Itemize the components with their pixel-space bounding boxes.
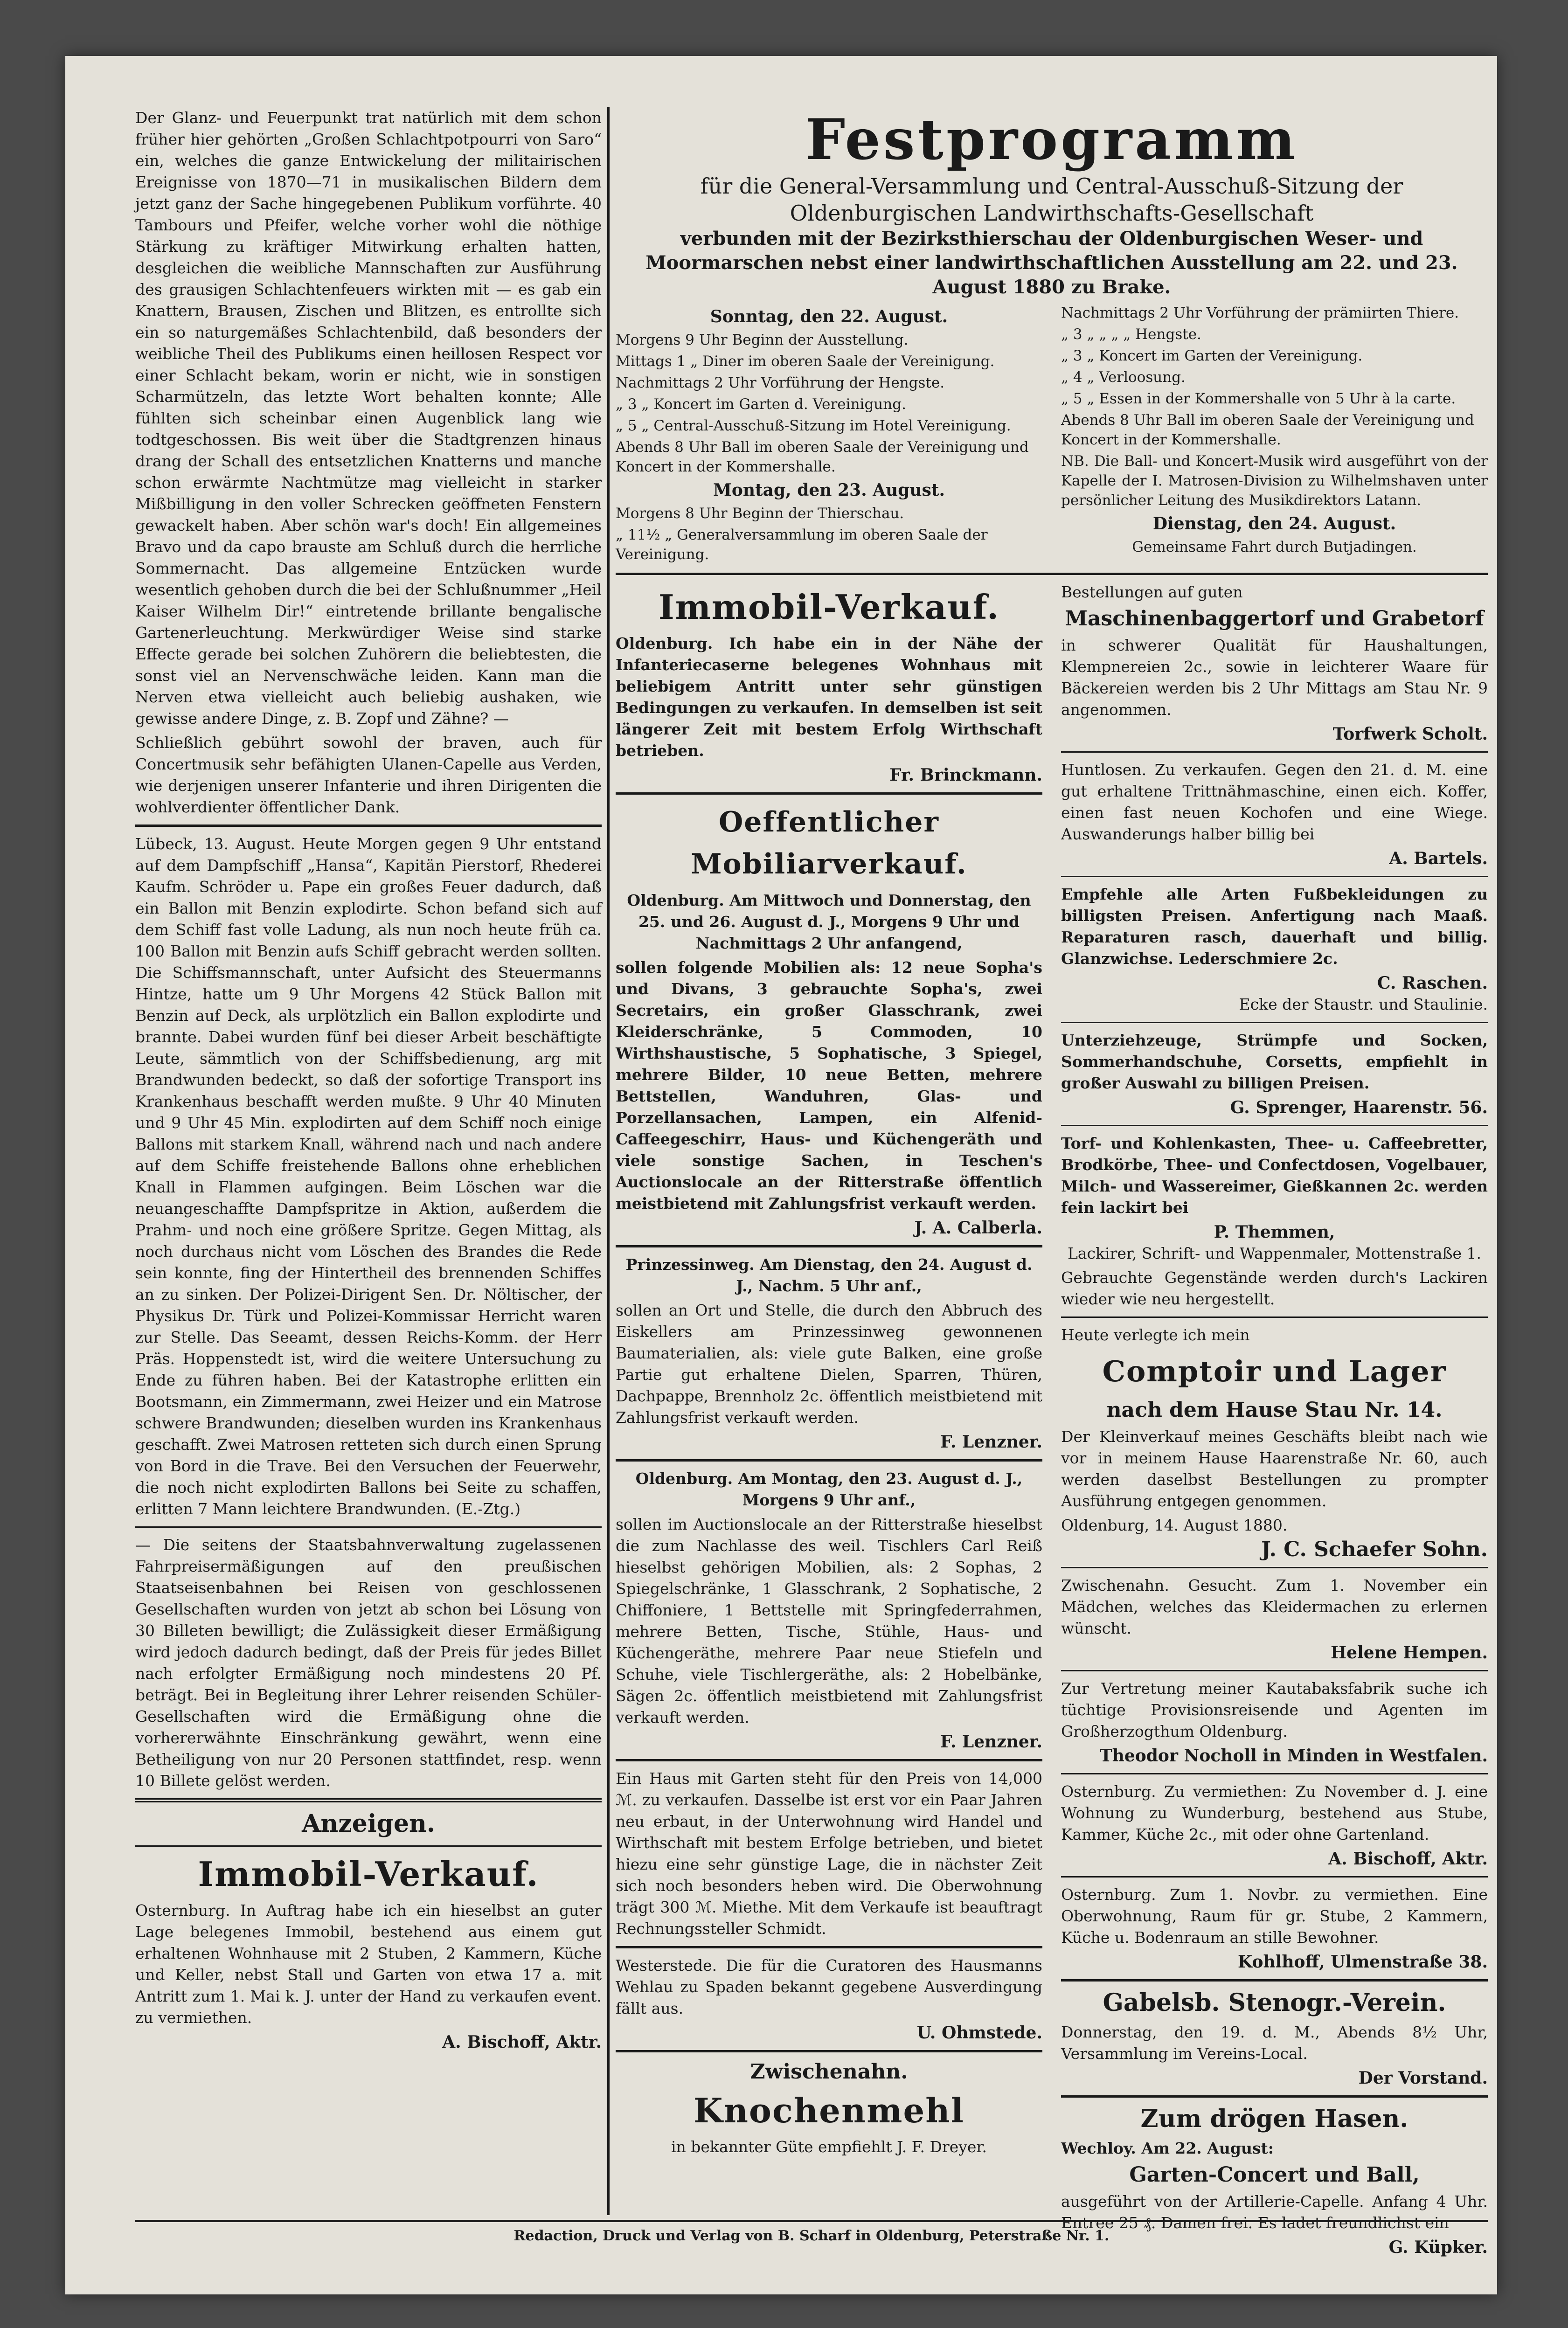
railway-notice: — Die seitens der Staatsbahnverwaltung zugelassenen Fahrpreisermäßigungen auf den preußischen Staatseisenbahnen bei Reisen von geschlossenen Gesellschaften wurden von jetzt ab schon bei Lösung von 30 Billeten bewilligt; die Zulässigkeit dieser Ermäßigung wird jedoch dadurch bedingt, daß der Preis für jedes Billet nach erfolgter Ermäßigung noch mindestens 20 Pf. beträgt. Bei in Begleitung ihrer Lehrer reisenden Schüler-Gesellschaften wird die Ermäßigung ohne die vorhererwähnte Einschränkung gewährt, wenn eine Betheiligung von nur 20 Personen stattfindet, resp. wenn 10 Billete gelöst werden. — [135, 1536, 602, 1790]
divider — [1061, 1125, 1488, 1126]
schedule-item: Morgens 8 Uhr Beginn der Thierschau. — [616, 505, 904, 522]
huntlosen-signature: A. Bartels. — [1389, 849, 1488, 868]
schedule-item: Abends 8 Uhr Ball im oberen Saale der Vereinigung und Koncert in der Kommershalle. — [616, 439, 1029, 475]
shoes-text: Empfehle alle Arten Fußbekleidungen zu billigsten Preisen. Anfertigung nach Maaß. Reparaturen rasch, dauerhaft und billig. Glanzwichse. Lederschmiere 2c. — [1061, 885, 1488, 968]
divider — [135, 1526, 602, 1528]
prinzessinweg-text: sollen an Ort und Stelle, die durch den Abbruch des Eiskellers am Prinzessinweg gewonnenen Baumaterialien, als: viele gute Balken, eine große Partie gut erhaltene Dielen, Sparren, Thüren, Dachpappe, Brennholz 2c. öffentlich meistbietend mit Zahlungsfrist verkauft werden. — [616, 1301, 1042, 1427]
divider — [1061, 1670, 1488, 1671]
left-column — [135, 107, 602, 2215]
divider — [135, 824, 602, 827]
mobiliar-signature: J. A. Calberla. — [914, 1218, 1042, 1238]
monday-list — [616, 504, 1042, 564]
schedule-item: Nachmittags 2 Uhr Vorführung der Hengste. — [616, 374, 945, 391]
comptoir-intro: Heute verlegte ich mein — [1061, 1326, 1250, 1344]
shoes-address: Ecke der Staustr. und Staulinie. — [1239, 995, 1488, 1013]
divider — [1061, 876, 1488, 877]
zwischenahn-signature: Helene Hempen. — [1331, 1643, 1488, 1663]
shoes-signature: C. Raschen. — [1377, 973, 1488, 993]
immobil-text: Osternburg. In Auftrag habe ich ein hieselbst an guter Lage belegenes Immobil, bestehend aus einem gut erhaltenen Wohnhause mit 2 Stuben, 2 Kammern, Küche und Keller, nebst Stall und Garten von etwa 17 a. mit Antritt zum 1. Mai k. J. unter der Hand zu verkaufen event. zu vermiethen. — [135, 1901, 602, 2027]
comptoir-text: Der Kleinverkauf meines Geschäfts bleibt nach wie vor in meinem Hause Haarenstraße Nr. 60, auch werden daselbst Bestellungen zu prompter Ausführung entgegen genommen. — [1061, 1427, 1488, 1510]
ads-columns — [616, 582, 1488, 2258]
prinzessinweg-date: Prinzessinweg. Am Dienstag, den 24. August d. J., Nachm. 5 Uhr anf., — [625, 1255, 1033, 1295]
divider — [1061, 1876, 1488, 1878]
sunday-list — [616, 330, 1042, 477]
torf-text: in schwerer Qualität für Haushaltungen, Klempnereien 2c., sowie in leichterer Waare für Bäckereien werden bis 2 Uhr Mittags am Stau Nr. 9 angenommen. — [1061, 636, 1488, 719]
luebeck-report: Lübeck, 13. August. Heute Morgen gegen 9 Uhr entstand auf dem Dampfschiff „Hansa“, Kapitän Pierstorf, Rhederei Kaufm. Schröder u. Pape ein großes Feuer dadurch, daß ein Ballon mit Benzin explodirte. Schon befand sich auf dem Schiff fast volle Ladung, als nun noch heute früh ca. 100 Ballon mit Benzin aufs Schiff gebracht werden sollten. Die Schiffsmannschaft, unter Aufsicht des Steuermanns Hintze, hatte um 9 Uhr Morgens 42 Stück Ballon mit Benzin auf Deck, als urplötzlich ein Ballon explodirte und brannte. Dabei wurden fünf bei dieser Arbeit beschäftigte Leute, sämmtlich von der Schiffsbedienung, arg mit Brandwunden bedeckt, so daß der sofortige Transport ins Krankenhaus beschafft werden mußte. 9 Uhr 40 Minuten und 9 Uhr 45 Min. explodirten auf dem Schiff noch einige Ballons mit starkem Knall, während nach und nach andere auf dem Schiffe freistehende Ballons ohne erheblichen Knall in Flammen aufgingen. Beim Löschen war die neuangeschaffte Dampfspritze in Aktion, außerdem die Prahm- und noch eine größere Spritze. Gegen Mittag, als noch durchaus nicht vom Löschen des Brandes die Rede sein konnte, fing der Hintertheil des brennenden Schiffes an zu sinken. Der Polizei-Dirigent Sen. Dr. Nöltischer, der Physikus Dr. Türk und Polizei-Kommissar Herricht waren zur Stelle. Das Seeamt, dessen Reichs-Komm. der Herr Präs. Hoppenstedt ist, wird die weitere Untersuchung zu Ende zu führen haben. Bei der Katastrophe erlitten ein Bootsmann, ein Zimmermann, zwei Heizer und ein Matrose schwere Brandwunden; dieselben wurden ins Krankenhaus geschafft. Zwei Matrosen retteten sich durch einen Sprung von Bord in die Trave. Bei den Versuchen der Feuerwehr, die noch nicht explodirten Ballons bei Seite zu schaffen, erlitten 7 Mann leichtere Brandwunden. (E.-Ztg.) — [135, 835, 602, 1518]
comptoir-heading: Comptoir und Lager — [1102, 1354, 1447, 1388]
schedule-left — [616, 303, 1042, 566]
divider — [616, 1759, 1042, 1761]
monday-heading: Montag, den 23. August. — [713, 480, 945, 500]
westerstede-text: Westerstede. Die für die Curatoren des Hausmanns Wehlau zu Spaden bekannt gegebene Ausverdingung fällt aus. — [616, 1956, 1042, 2017]
divider — [616, 1245, 1042, 1247]
immobil-heading: Immobil-Verkauf. — [198, 1854, 539, 1894]
comptoir-signature: J. C. Schaefer Sohn. — [1261, 1538, 1488, 1561]
osternburg2-signature: Kohlhoff, Ulmenstraße 38. — [1237, 1952, 1488, 1972]
mobiliar-date: Oldenburg. Am Mittwoch und Donnerstag, den 25. und 26. August d. J., Morgens 9 Uhr und Nachmittags 2 Uhr anfangend, — [627, 891, 1031, 952]
music-note: NB. Die Ball- und Koncert-Musik wird ausgeführt von der Kapelle der I. Matrosen-Division zu Wilhelmshaven unter persönlicher Leitung des Musikdirektors Latann. — [1061, 453, 1488, 509]
knochenmehl-heading: Knochenmehl — [694, 2091, 964, 2130]
lacquer-text: Torf- und Kohlenkasten, Thee- u. Caffeebretter, Brodkörbe, Thee- und Confectdosen, Vogelbauer, Milch- und Wassereimer, Gießkannen 2c. werden fein lackirt bei — [1061, 1134, 1488, 1217]
torf-intro: Bestellungen auf guten — [1061, 583, 1243, 601]
schedule-item: „ 3 „ Koncert im Garten der Vereinigung. — [1061, 347, 1363, 364]
schedule-item: „ 11½ „ Generalversammlung im oberen Saale der Vereinigung. — [616, 527, 988, 563]
ads-right-column — [1061, 582, 1488, 2258]
divider — [1061, 1773, 1488, 1774]
schedule-item: Morgens 9 Uhr Beginn der Ausstellung. — [616, 332, 909, 348]
divider — [616, 1946, 1042, 1948]
tuesday-text: Gemeinsame Fahrt durch Butjadingen. — [1132, 539, 1417, 555]
festprogramm-title: Festprogramm — [805, 107, 1298, 173]
immobil2-signature: Fr. Brinckmann. — [889, 765, 1042, 785]
ads-heading: Anzeigen. — [302, 1809, 435, 1838]
comptoir-address: nach dem Hause Stau Nr. 14. — [1106, 1398, 1443, 1422]
schedule-item: „ 3 „ „ „ „ Hengste. — [1061, 326, 1201, 343]
festprogramm-schedule — [616, 303, 1488, 566]
festprogramm-details: verbunden mit der Bezirksthierschau der Oldenburgischen Weser- und Moormarschen nebst einer landwirthschaftlichen Ausstellung am 22. und 23. August 1880 zu Brake. — [645, 228, 1458, 298]
divider — [616, 792, 1042, 795]
torf-heading: Maschinenbaggertorf und Grabetorf — [1065, 607, 1484, 630]
lacquer-signature: P. Themmen, — [1214, 1222, 1335, 1242]
kautabak-text: Zur Vertretung meiner Kautabaksfabrik suche ich tüchtige Provisionsreisende und Agenten im Großherzogthum Oldenburg. — [1061, 1679, 1488, 1740]
sunday-heading: Sonntag, den 22. August. — [710, 307, 948, 326]
divider — [135, 1845, 602, 1847]
clothing-signature: G. Sprenger, Haarenstr. 56. — [1230, 1098, 1488, 1117]
immobil2-text: Oldenburg. Ich habe ein in der Nähe der Infanteriecaserne belegenes Wohnhaus mit beliebigem Antritt unter sehr günstigen Bedingungen zu verkaufen. In demselben ist seit längerer Zeit mit bestem Erfolg Wirthschaft betrieben. — [616, 634, 1042, 760]
montag-signature: F. Lenzner. — [940, 1732, 1042, 1752]
newspaper-page — [65, 56, 1497, 2294]
osternburg1-text: Osternburg. Zu vermiethen: Zu November d. J. eine Wohnung zu Wunderburg, bestehend aus Stube, Kammer, Küche 2c., mit oder ohne Gartenland. — [1061, 1782, 1488, 1843]
schedule-item: „ 4 „ Verloosung. — [1061, 369, 1186, 386]
mobiliar-text: sollen folgende Mobilien als: 12 neue Sopha's und Divans, 3 gebrauchte Sopha's, zwei Secretairs, ein großer Glasschrank, zwei Kleiderschränke, 5 Commoden, 10 Wirthshaustische, 5 Sophatische, 3 Spiegel, mehrere Bilder, 10 neue Betten, mehrere Bettstellen, Wanduhren, Glas- und Porzellansachen, Lampen, ein Alfenid-Caffeegeschirr, Haus- und Küchengeräth und viele sonstige Sachen, in Teschen's Auctionslocale an der Ritterstraße öffentlich meistbietend mit Zahlungsfrist verkauft werden. — [616, 958, 1042, 1212]
steno-heading: Gabelsb. Stenogr.-Verein. — [1103, 1988, 1446, 2017]
hasen-heading: Zum drögen Hasen. — [1140, 2105, 1408, 2133]
schedule-item: Abends 8 Uhr Ball im oberen Saale der Vereinigung und Koncert in der Kommershalle. — [1061, 412, 1474, 448]
schedule-item: Mittags 1 „ Diner im oberen Saale der Vereinigung. — [616, 353, 995, 370]
divider — [1061, 751, 1488, 753]
osternburg2-text: Osternburg. Zum 1. Novbr. zu vermiethen. Eine Oberwohnung, Raum für gr. Stube, 2 Kammern, Küche u. Bodenraum an stille Bewohner. — [1061, 1885, 1488, 1947]
clothing-text: Unterziehzeuge, Strümpfe und Socken, Sommerhandschuhe, Corsetts, empfiehlt in großer Auswahl zu billigen Preisen. — [1061, 1031, 1488, 1092]
imprint-footer: Redaction, Druck und Verlag von B. Scharf in Oldenburg, Peterstraße Nr. 1. — [135, 2220, 1488, 2244]
huntlosen-text: Huntlosen. Zu verkaufen. Gegen den 21. d. M. eine gut erhaltene Trittnähmaschine, einen eich. Koffer, einen fast neuen Kochofen und eine Wiege. Auswanderungs halber billig bei — [1061, 761, 1488, 843]
divider — [616, 573, 1488, 575]
concert-closing: Schließlich gebührt sowohl der braven, auch für Concertmusik sehr befähigten Ulanen-Capelle aus Verden, wie derjenigen unserer Infanterie und ihren Dirigenten die wohlverdienter öffentlicher Dank. — [135, 734, 602, 816]
ads-middle-column — [616, 582, 1042, 2258]
immobil2-heading: Immobil-Verkauf. — [658, 587, 1000, 627]
schedule-right — [1061, 303, 1488, 566]
tuesday-heading: Dienstag, den 24. August. — [1152, 514, 1396, 534]
knochenmehl-text: in bekannter Güte empfiehlt J. F. Dreyer. — [671, 2138, 987, 2156]
schedule-item: „ 5 „ Essen in der Kommershalle von 5 Uhr à la carte. — [1061, 390, 1456, 407]
schedule-item: „ 3 „ Koncert im Garten d. Vereinigung. — [616, 396, 906, 413]
festprogramm-subtitle: für die General-Versammlung und Central-Ausschuß-Sitzung der Oldenburgischen Landwirthschafts-Gesellschaft — [700, 173, 1403, 226]
montag-text: sollen im Auctionslocale an der Ritterstraße hieselbst die zum Nachlasse des weil. Tischlers Carl Reiß hieselbst gehörigen Mobilien, als: 2 Sophas, 2 Spiegelschränke, 1 Glasschrank, 2 Sophatische, 2 Chiffoniere, 1 Bettstelle mit Springfederrahmen, mehrere Betten, Tische, Stühle, Haus- und Küchengeräthe, mehrere Paar neue Stiefeln und Schuhe, viele Tischlergeräthe, als: 2 Hobelbänke, Sägen 2c. öffentlich meistbietend mit Zahlungsfrist verkauft werden. — [616, 1515, 1042, 1726]
westerstede-signature: U. Ohmstede. — [916, 2023, 1042, 2043]
lacquer-note: Gebrauchte Gegenstände werden durch's Lackiren wieder wie neu hergestellt. — [1061, 1268, 1488, 1308]
mobiliar-heading: Oeffentlicher Mobiliarverkauf. — [691, 806, 967, 880]
schedule-item: „ 5 „ Central-Ausschuß-Sitzung im Hotel Vereinigung. — [616, 417, 1011, 434]
immobil-signature: A. Bischoff, Aktr. — [442, 2032, 602, 2052]
hasen-date: Wechloy. Am 22. August: — [1061, 2139, 1274, 2157]
hasen-event: Garten-Concert und Ball, — [1129, 2163, 1420, 2187]
concert-report: Der Glanz- und Feuerpunkt trat natürlich mit dem schon früher hier gehörten „Großen Schlachtpotpourri von Saro“ ein, welches die ganze Entwickelung der militairischen Ereignisse von 1870—71 in musikalischen Bildern dem jetzt ganz der Sache hingegebenen Publikum vorführte. 40 Tambours und Pfeifer, welche vorher wohl die nöthige Stärkung zu kräftiger Mitwirkung erhalten hatten, desgleichen die weibliche Mannschaften zur Ausführung des grausigen Schlachtenfeuers wirkten mit — es gab ein Knattern, Brausen, Zischen und Blitzen, es entrollte sich ein so naturgemäßes Schlachtenbild, daß besonders der weibliche Theil des Publikums einen heillosen Respect vor einer Schlacht bekam, worin er nicht, wie in sonstigen Scharmützeln, das letzte Wort behalten konnte; Alle fühlten sich scheinbar einen Augenblick lang wie todtgeschossen. Bis weit über die Stadtgrenzen hinaus drang der Schall des entsetzlichen Knatterns und manche schon erwärmte Nachtmütze mag vielleicht in starker Mißbilligung in den voller Schrecken geöffneten Fenstern gewackelt haben. Aber schön war's doch! Ein allgemeines Bravo und da capo brauste am Schluß durch die herrliche Sommernacht. Das allgemeine Entzücken wurde wesentlich gehoben durch die bei der Schlußnummer „Heil Kaiser Wilhelm Dir!“ eintretende brillante bengalische Gartenerleuchtung. Merkwürdiger Weise sind starke Effecte gerade bei solchen Zuhörern die beliebtesten, die sonst viel an Nervenschwäche leiden. Kann man die Nerven etwa vielleicht auch beliebig aushaken, wie gewisse andere Dinge, z. B. Zopf und Zähne? — — [135, 109, 602, 728]
kautabak-signature: Theodor Nocholl in Minden in Westfalen. — [1099, 1746, 1488, 1766]
osternburg1-signature: A. Bischoff, Aktr. — [1328, 1849, 1488, 1869]
steno-signature: Der Vorstand. — [1358, 2068, 1488, 2088]
torf-signature: Torfwerk Scholt. — [1332, 724, 1488, 744]
divider — [616, 2050, 1042, 2052]
steno-text: Donnerstag, den 19. d. M., Abends 8½ Uhr, Versammlung im Vereins-Local. — [1061, 2023, 1488, 2063]
monday-afternoon-list — [1061, 303, 1488, 450]
zwischenahn-gesucht: Zwischenahn. Gesucht. Zum 1. November ein Mädchen, welches das Kleidermachen zu erlernen wünscht. — [1061, 1576, 1488, 1637]
hasen-signature: G. Küpker. — [1388, 2238, 1488, 2257]
montag-date: Oldenburg. Am Montag, den 23. August d. J., Morgens 9 Uhr anf., — [635, 1469, 1023, 1509]
hasen-text: ausgeführt von der Artillerie-Capelle. Anfang 4 Uhr. Entree 25 ₰. Damen frei. Es ladet freundlichst ein — [1061, 2192, 1488, 2232]
divider — [616, 1459, 1042, 1462]
divider — [1061, 2095, 1488, 2098]
column-divider — [607, 107, 610, 2215]
comptoir-date: Oldenburg, 14. August 1880. — [1061, 1516, 1288, 1534]
zwischenahn-heading: Zwischenahn. — [750, 2060, 908, 2084]
lacquer-subtitle: Lackirer, Schrift- und Wappenmaler, Mottenstraße 1. — [1067, 1244, 1482, 1262]
divider — [1061, 1567, 1488, 1568]
schedule-item: Nachmittags 2 Uhr Vorführung der prämiirten Thiere. — [1061, 305, 1459, 321]
divider — [1061, 1979, 1488, 1982]
prinzessinweg-signature: F. Lenzner. — [940, 1432, 1042, 1452]
divider — [135, 1798, 602, 1802]
divider — [1061, 1316, 1488, 1318]
haus-text: Ein Haus mit Garten steht für den Preis von 14,000 ℳ. zu verkaufen. Dasselbe ist erst vor ein Paar Jahren neu erbaut, in der Unterwohnung wird Handel und Wirthschaft mit bestem Erfolge betrieben, und bietet hiezu eine sehr günstige Lage, die in nächster Zeit sich noch besonders heben wird. Die Oberwohnung trägt 300 ℳ. Miethe. Mit dem Verkaufe ist beauftragt Rechnungssteller Schmidt. — [616, 1769, 1042, 1938]
divider — [1061, 1022, 1488, 1023]
